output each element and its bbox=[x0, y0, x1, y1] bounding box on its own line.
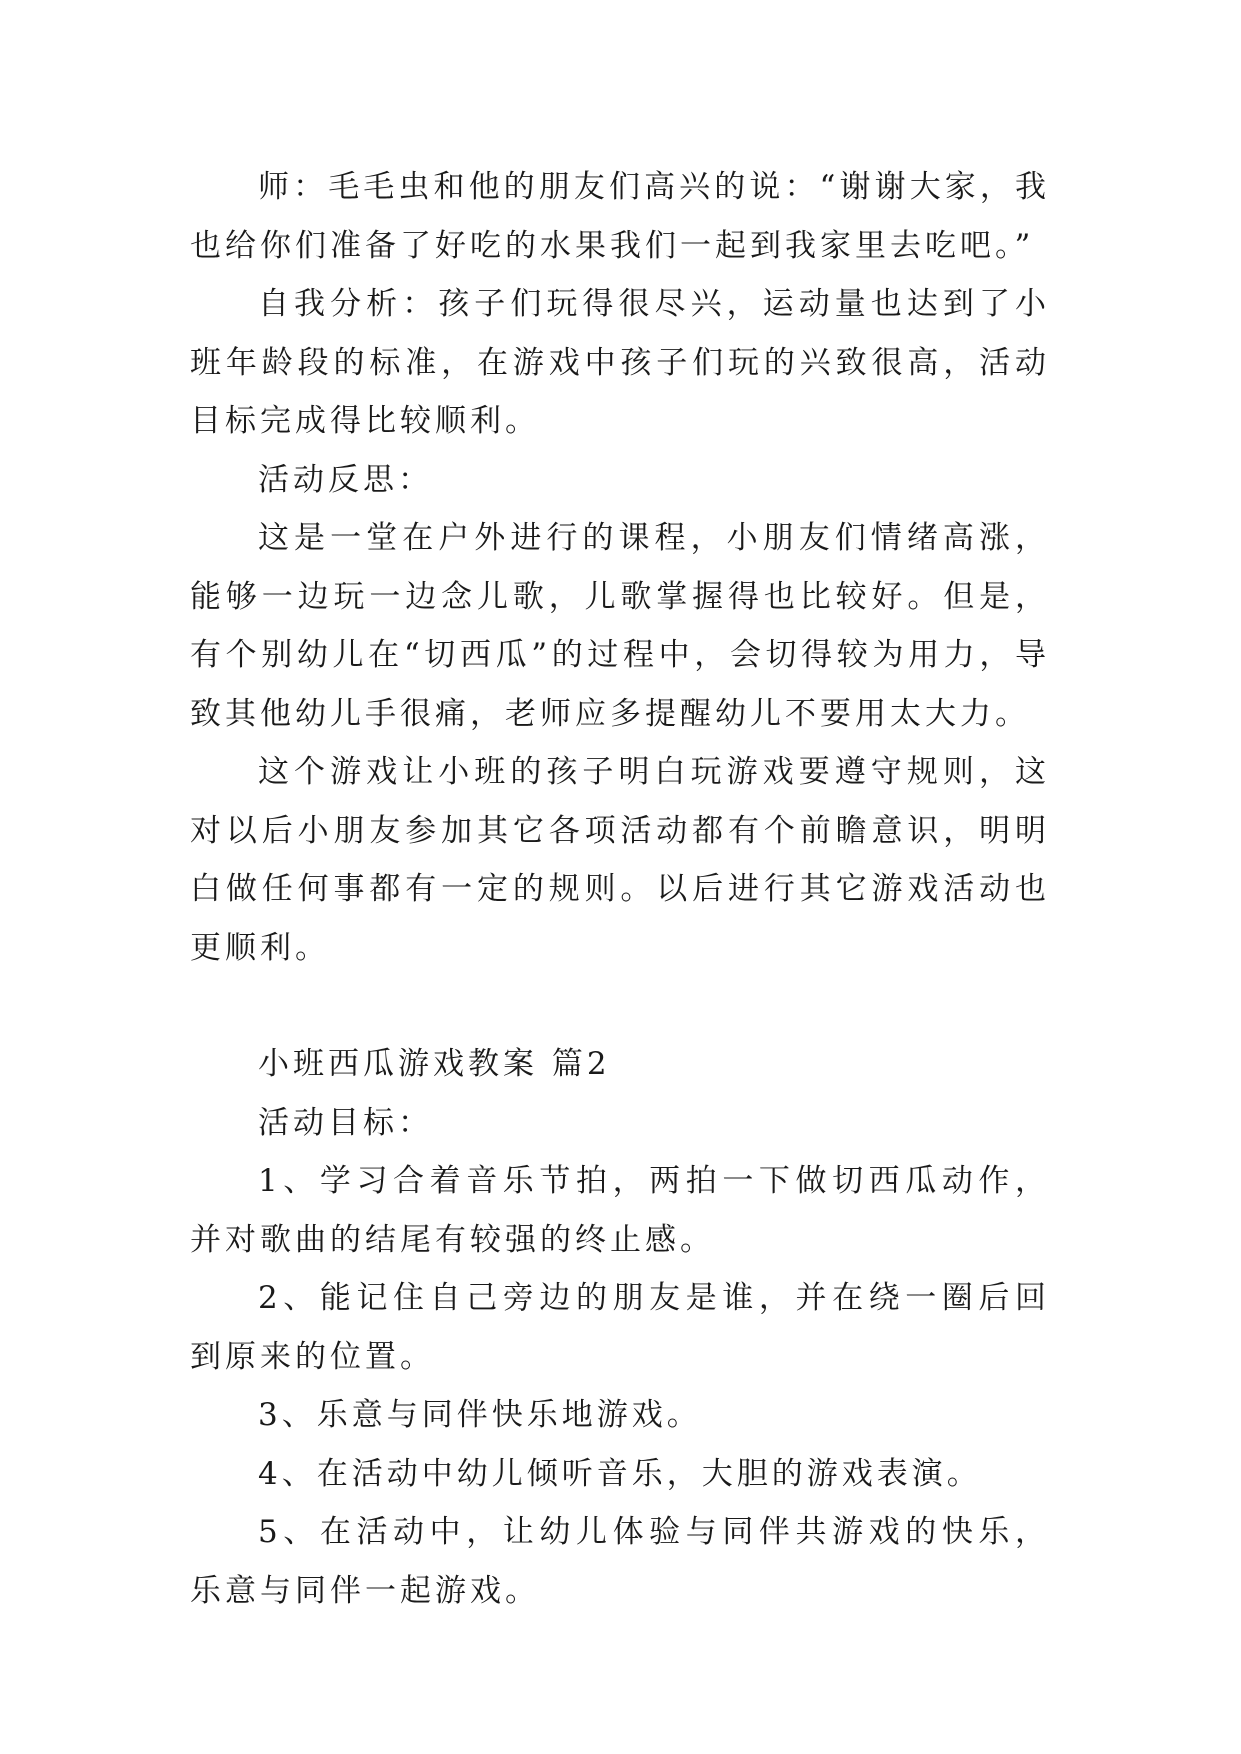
paragraph-self-analysis: 自我分析：孩子们玩得很尽兴，运动量也达到了小班年龄段的标准，在游戏中孩子们玩的兴致很高，活动目标完成得比较顺利。 bbox=[190, 286, 1050, 439]
paragraph-reflection-body: 这是一堂在户外进行的课程，小朋友们情绪高涨，能够一边玩一边念儿歌，儿歌掌握得也比较好。但是，有个别幼儿在“切西瓜”的过程中，会切得较为用力，导致其他幼儿手很痛，老师应多提醒幼儿不要用太大力。 bbox=[190, 520, 1050, 732]
paragraph-rules-summary: 这个游戏让小班的孩子明白玩游戏要遵守规则，这对以后小朋友参加其它各项活动都有个前瞻意识，明明白做任何事都有一定的规则。以后进行其它游戏活动也更顺利。 bbox=[190, 754, 1050, 966]
section-title: 小班西瓜游戏教案 篇2 bbox=[258, 1046, 611, 1082]
paragraph-reflection-heading: 活动反思： bbox=[258, 461, 433, 498]
paragraph-teacher-line: 师：毛毛虫和他的朋友们高兴的说：“谢谢大家，我也给你们准备了好吃的水果我们一起到我家里去吃吧。” bbox=[190, 169, 1050, 264]
goal-item-4: 4、在活动中幼儿倾听音乐，大胆的游戏表演。 bbox=[258, 1455, 982, 1492]
goal-item-3: 3、乐意与同伴快乐地游戏。 bbox=[258, 1397, 702, 1433]
section-spacer bbox=[190, 977, 1050, 1035]
goal-item-1: 1、学习合着音乐节拍，两拍一下做切西瓜动作，并对歌曲的结尾有较强的终止感。 bbox=[190, 1163, 1050, 1258]
paragraph-goals-heading: 活动目标： bbox=[258, 1104, 433, 1141]
goal-item-5: 5、在活动中，让幼儿体验与同伴共游戏的快乐，乐意与同伴一起游戏。 bbox=[190, 1514, 1050, 1609]
document-body bbox=[190, 158, 1050, 1620]
goal-item-2: 2、能记住自己旁边的朋友是谁，并在绕一圈后回到原来的位置。 bbox=[190, 1280, 1050, 1375]
